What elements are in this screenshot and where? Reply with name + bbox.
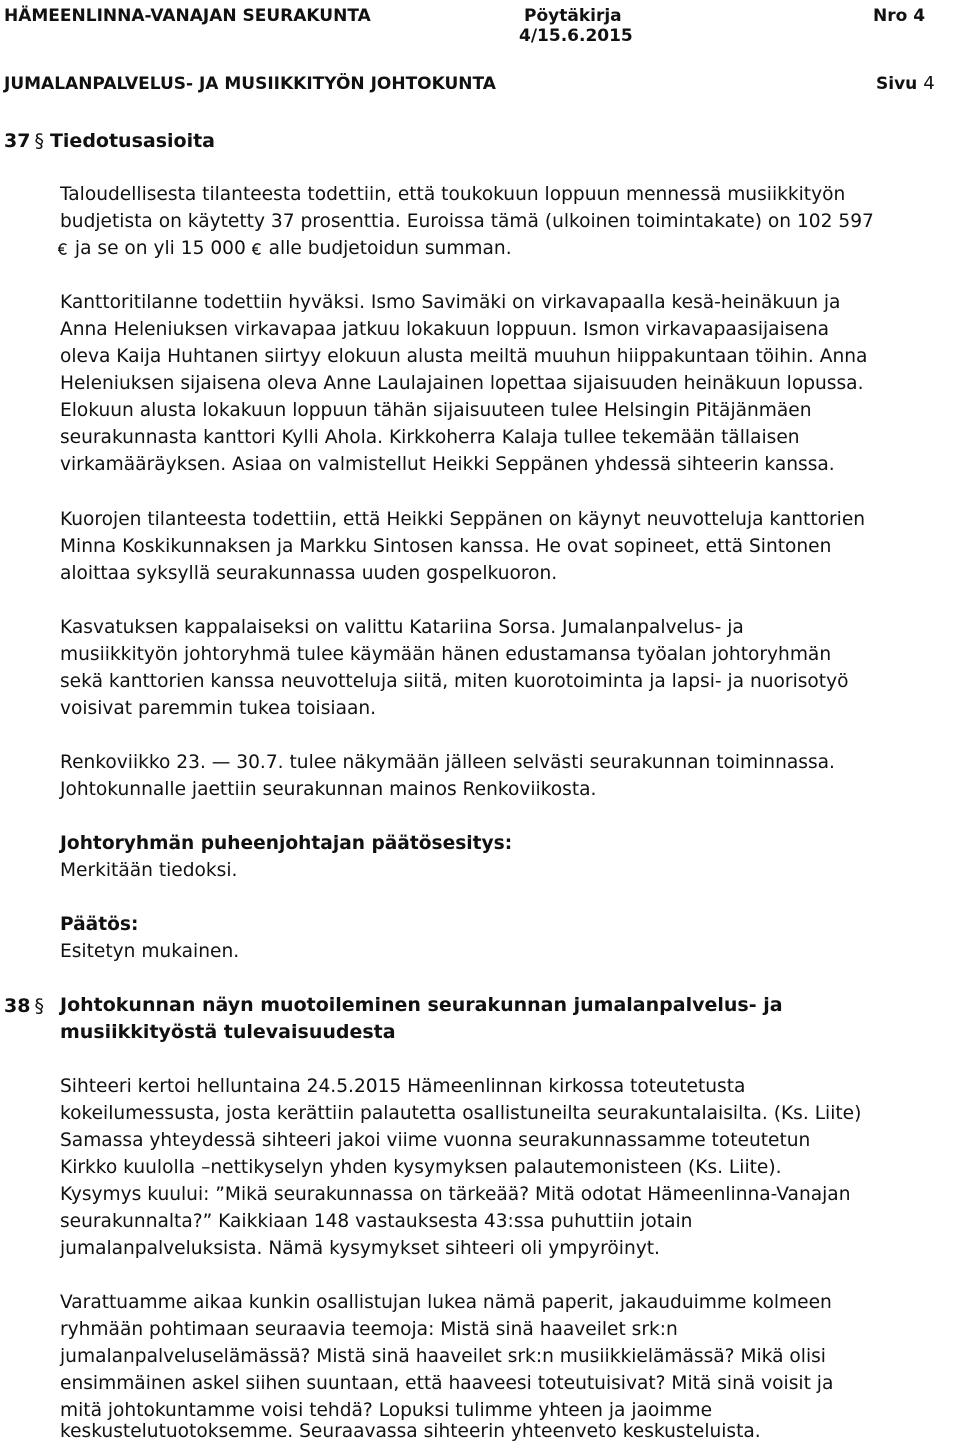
organization-name: HÄMEENLINNA-VANAJAN SEURAKUNTA	[4, 6, 371, 26]
paragraph-line: jumalanpalveluksista. Nämä kysymykset sihteeri oli ympyröinyt.	[60, 1238, 660, 1259]
paragraph-line: virkamääräyksen. Asiaa on valmistellut Heikki Seppänen yhdessä sihteerin kanssa.	[60, 454, 835, 475]
paragraph-line: Elokuun alusta lokakuun loppuun tähän sijaisuuteen tulee Helsingin Pitäjänmäen	[60, 400, 812, 421]
paragraph-line: Kysymys kuului: ”Mikä seurakunnassa on tärkeää? Mitä odotat Hämeenlinna-Vanajan	[60, 1184, 851, 1205]
paragraph-line: seurakunnasta kanttori Kylli Ahola. Kirkkoherra Kalaja tullee tekemään tällaisen	[60, 427, 800, 448]
paragraph-text: alle budjetoidun summan.	[268, 238, 512, 259]
paragraph-line: Kanttoritilanne todettiin hyväksi. Ismo Savimäki on virkavapaalla kesä-heinäkuun ja	[60, 292, 841, 313]
paragraph-line: Kasvatuksen kappalaiseksi on valittu Katariina Sorsa. Jumalanpalvelus- ja	[60, 617, 744, 638]
section-37-number: 37	[4, 130, 31, 152]
euro-icon	[252, 243, 261, 255]
paragraph-line: jumalanpalveluselämässä? Mistä sinä haaveilet srk:n musiikkielämässä? Mikä olisi	[60, 1346, 826, 1367]
document-number: Nro 4	[873, 6, 926, 26]
paragraph-line: Sihteeri kertoi helluntaina 24.5.2015 Hämeenlinnan kirkossa toteutetusta	[60, 1076, 746, 1097]
board-name: JUMALANPALVELUS- JA MUSIIKKITYÖN JOHTOKUNTA	[4, 74, 496, 94]
proposal-label: Johtoryhmän puheenjohtajan päätösesitys:	[60, 833, 513, 854]
proposal-text: Merkitään tiedoksi.	[60, 860, 238, 881]
page-indicator	[876, 74, 935, 94]
paragraph-text: ja se on yli 15 000	[74, 238, 246, 259]
decision-text: Esitetyn mukainen.	[60, 941, 240, 962]
paragraph-line: ryhmään pohtimaan seuraavia teemoja: Mistä sinä haaveilet srk:n	[60, 1319, 678, 1340]
paragraph-line: voisivat paremmin tukea toisiaan.	[60, 698, 377, 719]
paragraph-line: aloittaa syksyllä seurakunnassa uuden gospelkuoron.	[60, 563, 558, 584]
section-37-title: Tiedotusasioita	[49, 130, 215, 152]
paragraph-line: Heleniuksen sijaisena oleva Anne Laulajainen lopettaa sijaisuuden heinäkuun lopussa.	[60, 373, 864, 394]
section-sign: §	[34, 130, 44, 152]
section-37-heading	[4, 129, 215, 153]
paragraph-line: mitä johtokuntamme voisi tehdä? Lopuksi tulimme yhteen ja jaoimme	[60, 1400, 713, 1421]
paragraph-line: seurakunnalta?” Kaikkiaan 148 vastauksesta 43:ssa puhuttiin jotain	[60, 1211, 693, 1232]
paragraph-line: Minna Koskikunnaksen ja Markku Sintosen kanssa. He ovat sopineet, että Sintonen	[60, 536, 832, 557]
document-type: Pöytäkirja	[524, 6, 622, 26]
document-date: 4/15.6.2015	[519, 26, 633, 46]
paragraph-line: ensimmäinen askel siihen suuntaan, että haaveesi toteutuisivat? Mitä sinä voisit ja	[60, 1373, 834, 1394]
section-38-title-line: musiikkityöstä tulevaisuudesta	[60, 1021, 396, 1043]
paragraph-line-euro	[58, 235, 512, 262]
paragraph-line: budjetista on käytetty 37 prosenttia. Euroissa tämä (ulkoinen toimintakate) on 102 597	[60, 211, 874, 232]
section-38-title-line: Johtokunnan näyn muotoileminen seurakunnan jumalanpalvelus- ja	[60, 994, 783, 1016]
paragraph-line: Varattuamme aikaa kunkin osallistujan lukea nämä paperit, jakauduimme kolmeen	[60, 1292, 832, 1313]
paragraph-line: sekä kanttorien kanssa neuvotteluja siitä, miten kuorotoiminta ja lapsi- ja nuorisotyö	[60, 671, 849, 692]
page-number: 4	[923, 73, 935, 94]
section-38-number: 38	[4, 995, 31, 1017]
paragraph-line: Renkoviikko 23. — 30.7. tulee näkymään jälleen selvästi seurakunnan toiminnassa.	[60, 752, 835, 773]
paragraph-line: Kirkko kuulolla –nettikyselyn yhden kysymyksen palautemonisteen (Ks. Liite).	[60, 1157, 782, 1178]
paragraph-line: kokeilumessusta, josta kerättiin palautetta osallistuneilta seurakuntalaisilta. (Ks. Liite)	[60, 1103, 862, 1124]
decision-label: Päätös:	[60, 914, 139, 935]
page-label: Sivu	[876, 74, 918, 94]
paragraph-line: Anna Heleniuksen virkavapaa jatkuu lokakuun loppuun. Ismon virkavapaasijaisena	[60, 319, 830, 340]
paragraph-line: musiikkityön johtoryhmä tulee käymään hänen edustamansa työalan johtoryhmän	[60, 644, 832, 665]
paragraph-line: keskustelutuotoksemme. Seuraavassa sihteerin yhteenveto keskusteluista.	[60, 1421, 761, 1442]
paragraph-line: oleva Kaija Huhtanen siirtyy elokuun alusta meiltä muuhun hiippakuntaan töihin. Anna	[60, 346, 868, 367]
paragraph-line: Taloudellisesta tilanteesta todettiin, että toukokuun loppuun mennessä musiikkityön	[60, 184, 846, 205]
paragraph-line: Johtokunnalle jaettiin seurakunnan mainos Renkoviikosta.	[60, 779, 597, 800]
section-38-heading	[4, 994, 50, 1018]
section-sign: §	[34, 995, 44, 1017]
euro-icon	[58, 243, 67, 255]
paragraph-line: Kuorojen tilanteesta todettiin, että Heikki Seppänen on käynyt neuvotteluja kanttorien	[60, 509, 866, 530]
paragraph-line: Samassa yhteydessä sihteeri jakoi viime vuonna seurakunnassamme toteutetun	[60, 1130, 811, 1151]
